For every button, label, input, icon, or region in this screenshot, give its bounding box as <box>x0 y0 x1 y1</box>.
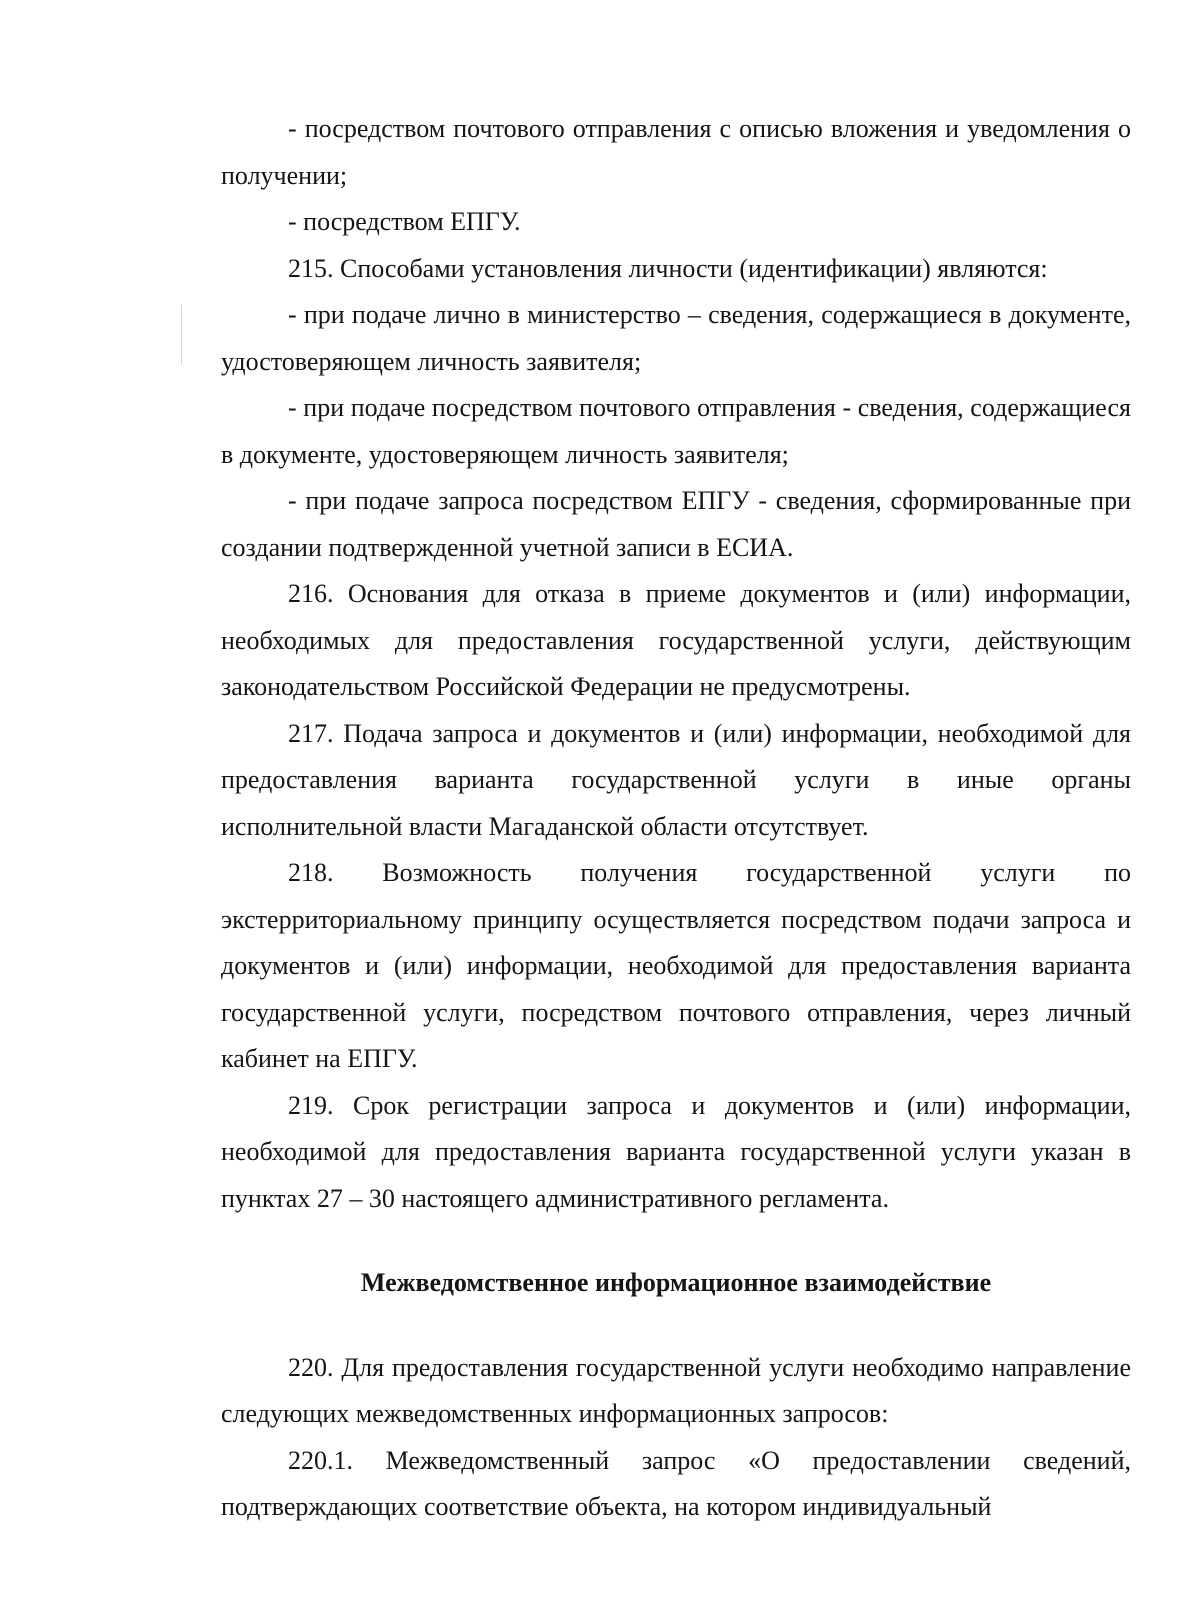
paragraph-216: 216. Основания для отказа в приеме документов и (или) информации, необходимых для предоставления государственной услуги, действующим законодательством Российской Федерации не предусмотрены. <box>221 579 1131 701</box>
paragraph-postal-delivery: - посредством почтового отправления с описью вложения и уведомления о получении; <box>221 114 1131 190</box>
document-body <box>221 106 1131 1531</box>
paragraph-217: 217. Подача запроса и документов и (или) информации, необходимой для предоставления варианта государственной услуги в иные органы исполнительной власти Магаданской области отсутствует. <box>221 718 1131 841</box>
paragraph-215-in-person: - при подаче лично в министерство – сведения, содержащиеся в документе, удостоверяющем личность заявителя; <box>221 300 1131 376</box>
paragraph-215-epgu: - при подаче запроса посредством ЕПГУ - сведения, сформированные при создании подтвержденной учетной записи в ЕСИА. <box>221 486 1131 562</box>
paragraph-215: 215. Способами установления личности (идентификации) являются: <box>288 253 1048 283</box>
scan-artifact-line <box>181 305 182 365</box>
paragraph-218: 218. Возможность получения государственной услуги по экстерриториальному принципу осуществляется посредством подачи запроса и документов и (или) информации, необходимой для предоставления варианта государственной услуги, посредством почтового отправления, через личный кабинет на ЕПГУ. <box>221 858 1131 1073</box>
paragraph-220: 220. Для предоставления государственной услуги необходимо направление следующих межведомственных информационных запросов: <box>221 1352 1131 1428</box>
section-heading: Межведомственное информационное взаимодействие <box>360 1268 992 1297</box>
paragraph-215-postal: - при подаче посредством почтового отправления - сведения, содержащиеся в документе, удостоверяющем личность заявителя; <box>221 393 1131 469</box>
paragraph-220-1: 220.1. Межведомственный запрос «О предоставлении сведений, подтверждающих соответствие объекта, на котором индивидуальный <box>221 1445 1131 1521</box>
paragraph-219: 219. Срок регистрации запроса и документов и (или) информации, необходимой для предоставления варианта государственной услуги указан в пунктах 27 – 30 настоящего административного регламента. <box>221 1090 1131 1213</box>
paragraph-epgu: - посредством ЕПГУ. <box>288 207 521 236</box>
